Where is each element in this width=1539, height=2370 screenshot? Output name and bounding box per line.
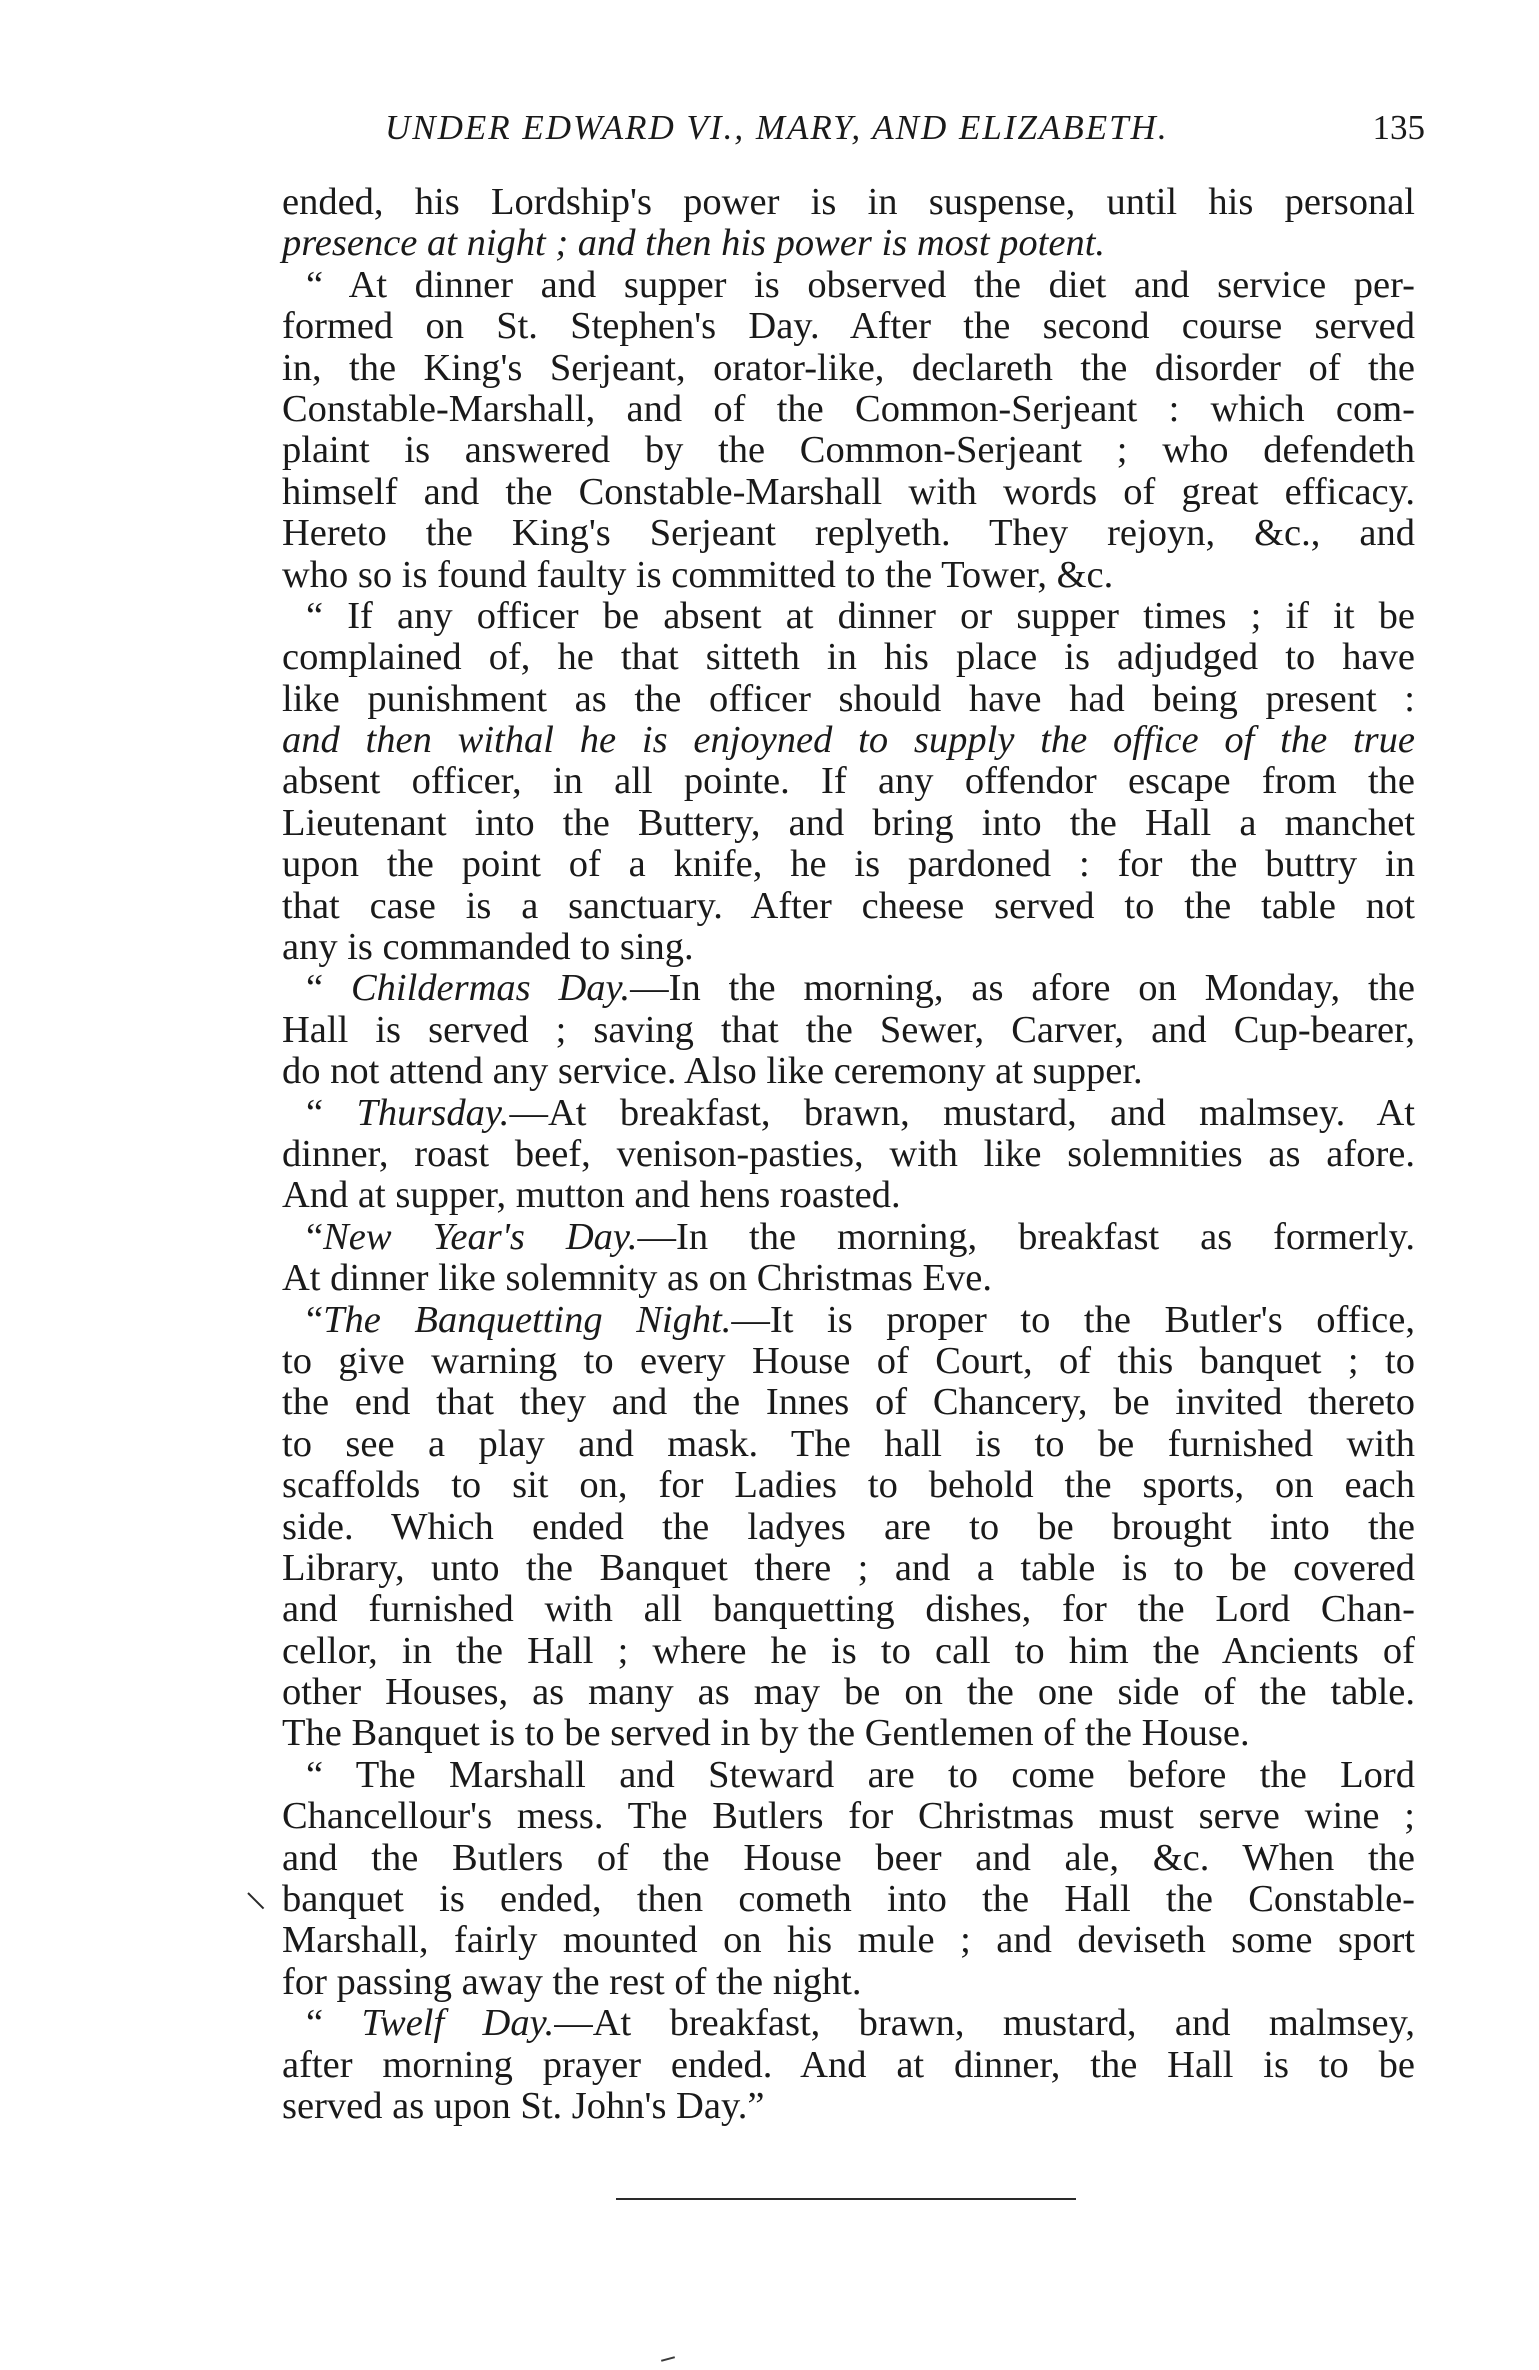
text-line: presence at night ; and then his power is most potent.: [282, 222, 1106, 265]
text-line: for passing away the rest of the night.: [282, 1960, 862, 2003]
text-line: “ Childermas Day.—In the morning, as afore on Monday, the: [306, 967, 1415, 1010]
text-line: after morning prayer ended. And at dinner, the Hall is to be: [282, 2043, 1415, 2086]
text-line: Hall is served ; saving that the Sewer, Carver, and Cup-bearer,: [282, 1008, 1415, 1051]
footer-mark: [661, 2356, 675, 2362]
text-line: Constable-Marshall, and of the Common-Serjeant : which com-: [282, 387, 1415, 430]
text-line: plaint is answered by the Common-Serjeant ; who defendeth: [282, 429, 1415, 472]
text-line: and furnished with all banquetting dishes, for the Lord Chan-: [282, 1588, 1415, 1631]
text-line: formed on St. Stephen's Day. After the second course served: [282, 305, 1415, 348]
text-line: “ The Marshall and Steward are to come before the Lord: [306, 1753, 1415, 1796]
running-title: UNDER EDWARD VI., MARY, AND ELIZABETH.: [385, 108, 1169, 147]
text-line: any is commanded to sing.: [282, 926, 694, 969]
text-line: the end that they and the Innes of Chancery, be invited thereto: [282, 1381, 1415, 1424]
text-line: served as upon St. John's Day.”: [282, 2084, 765, 2127]
text-line: Marshall, fairly mounted on his mule ; and deviseth some sport: [282, 1919, 1415, 1962]
text-line: “ At dinner and supper is observed the diet and service per-: [306, 263, 1415, 306]
text-line: himself and the Constable-Marshall with words of great efficacy.: [282, 470, 1415, 513]
text-line: do not attend any service. Also like ceremony at supper.: [282, 1050, 1143, 1093]
text-line: to give warning to every House of Court, of this banquet ; to: [282, 1339, 1415, 1382]
page-number: 135: [1372, 108, 1425, 147]
text-line: absent officer, in all pointe. If any offendor escape from the: [282, 760, 1415, 803]
body-text: [282, 182, 1415, 2127]
text-line: At dinner like solemnity as on Christmas Eve.: [282, 1257, 993, 1300]
text-line: scaffolds to sit on, for Ladies to behold the sports, on each: [282, 1464, 1415, 1507]
text-line: Hereto the King's Serjeant replyeth. They rejoyn, &c., and: [282, 512, 1415, 555]
text-line: “The Banquetting Night.—It is proper to the Butler's office,: [306, 1298, 1415, 1341]
text-line: Chancellour's mess. The Butlers for Christmas must serve wine ;: [282, 1795, 1415, 1838]
text-line: and the Butlers of the House beer and ale, &c. When the: [282, 1836, 1415, 1879]
section-end-rule: [616, 2198, 1076, 2200]
text-line: banquet is ended, then cometh into the Hall the Constable-: [282, 1878, 1415, 1921]
text-line: “ Twelf Day.—At breakfast, brawn, mustard, and malmsey,: [306, 2002, 1415, 2045]
text-line: in, the King's Serjeant, orator-like, declareth the disorder of the: [282, 346, 1415, 389]
text-line: “New Year's Day.—In the morning, breakfast as formerly.: [306, 1215, 1415, 1258]
text-line: complained of, he that sitteth in his place is adjudged to have: [282, 636, 1415, 679]
text-line: side. Which ended the ladyes are to be brought into the: [282, 1505, 1415, 1548]
text-line: “ If any officer be absent at dinner or supper times ; if it be: [306, 594, 1415, 637]
text-line: like punishment as the officer should have had being present :: [282, 677, 1415, 720]
text-line: dinner, roast beef, venison-pasties, with like solemnities as afore.: [282, 1132, 1415, 1175]
margin-pencil-mark: [247, 1892, 264, 1909]
text-line: and then withal he is enjoyned to supply the office of the true: [282, 719, 1415, 762]
text-line: And at supper, mutton and hens roasted.: [282, 1174, 901, 1217]
text-line: to see a play and mask. The hall is to be furnished with: [282, 1422, 1415, 1465]
running-head: [385, 108, 1425, 152]
text-line: ended, his Lordship's power is in suspense, until his personal: [282, 181, 1415, 223]
text-line: Lieutenant into the Buttery, and bring into the Hall a manchet: [282, 801, 1415, 844]
text-line: cellor, in the Hall ; where he is to call to him the Ancients of: [282, 1629, 1415, 1672]
text-line: that case is a sanctuary. After cheese served to the table not: [282, 884, 1415, 927]
text-line: “ Thursday.—At breakfast, brawn, mustard, and malmsey. At: [306, 1091, 1415, 1134]
text-line: The Banquet is to be served in by the Gentlemen of the House.: [282, 1712, 1250, 1755]
text-line: Library, unto the Banquet there ; and a table is to be covered: [282, 1546, 1415, 1589]
text-line: who so is found faulty is committed to the Tower, &c.: [282, 553, 1114, 596]
text-line: other Houses, as many as may be on the one side of the table.: [282, 1671, 1415, 1714]
text-line: upon the point of a knife, he is pardoned : for the buttry in: [282, 843, 1415, 886]
